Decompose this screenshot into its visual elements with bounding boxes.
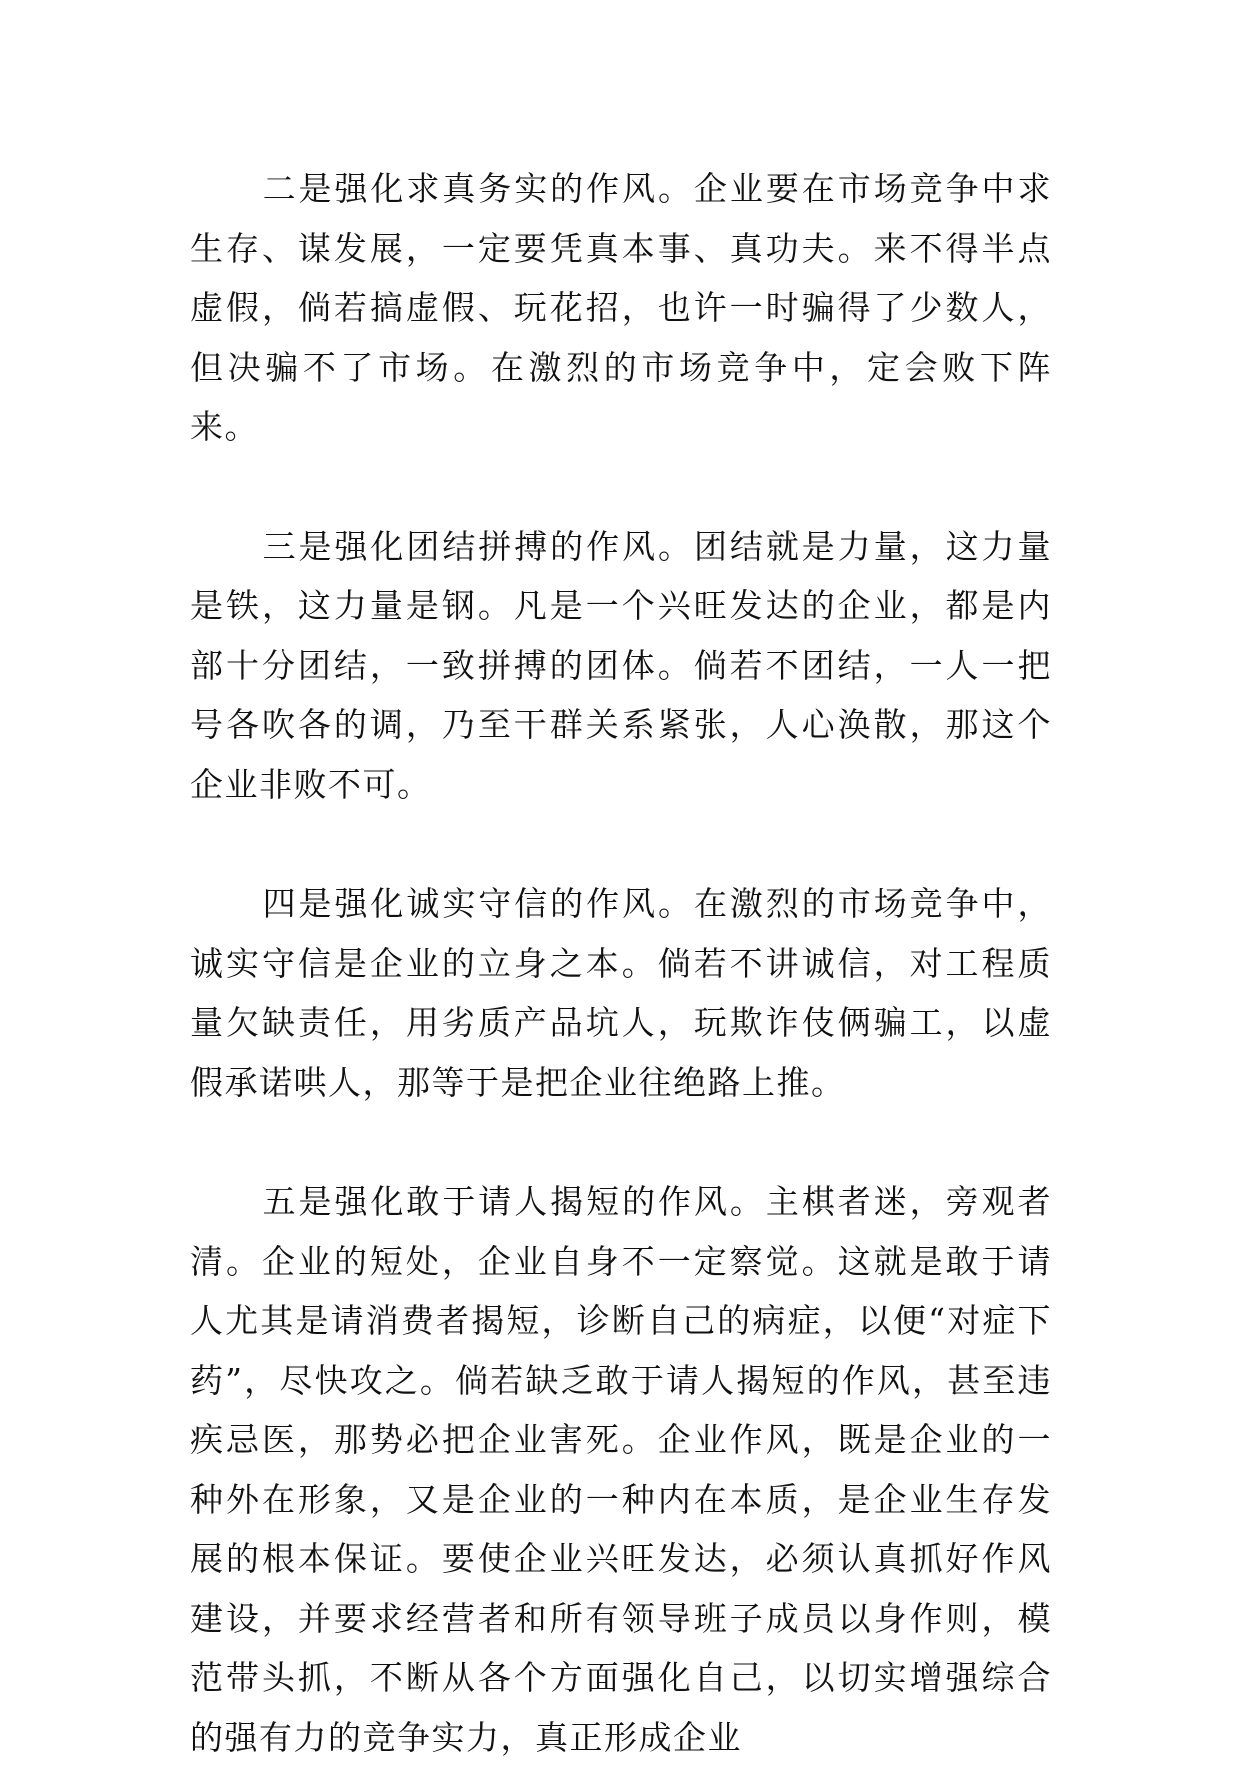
paragraph-style-integrity: 四是强化诚实守信的作风。在激烈的市场竞争中，诚实守信是企业的立身之本。倘若不讲诚信，对工程质量欠缺责任，用劣质产品坑人，玩欺诈伎俩骗工，以虚假承诺哄人，那等于是把企业往绝路上推。 (190, 884, 1052, 1102)
document-body (190, 159, 1052, 1767)
paragraph-style-unity: 三是强化团结拼搏的作风。团结就是力量，这力量是铁，这力量是钢。凡是一个兴旺发达的企业，都是内部十分团结，一致拼搏的团体。倘若不团结，一人一把号各吹各的调，乃至干群关系紧张，人心涣散，那这个企业非败不可。 (190, 526, 1052, 804)
paragraph-style-criticism: 五是强化敢于请人揭短的作风。主棋者迷，旁观者清。企业的短处，企业自身不一定察觉。这就是敢于请人尤其是请消费者揭短，诊断自己的病症，以便“对症下药”，尽快攻之。倘若缺乏敢于请人揭短的作风，甚至违疾忌医，那势必把企业害死。企业作风，既是企业的一种外在形象，又是企业的一种内在本质，是企业生存发展的根本保证。要使企业兴旺发达，必须认真抓好作风建设，并要求经营者和所有领导班子成员以身作则，模范带头抓，不断从各个方面强化自己，以切实增强综合的强有力的竞争实力，真正形成企业 (190, 1182, 1052, 1757)
paragraph-style-truth-seeking: 二是强化求真务实的作风。企业要在市场竞争中求生存、谋发展，一定要凭真本事、真功夫。来不得半点虚假，倘若搞虚假、玩花招，也许一时骗得了少数人，但决骗不了市场。在激烈的市场竞争中，定会败下阵来。 (190, 169, 1052, 446)
